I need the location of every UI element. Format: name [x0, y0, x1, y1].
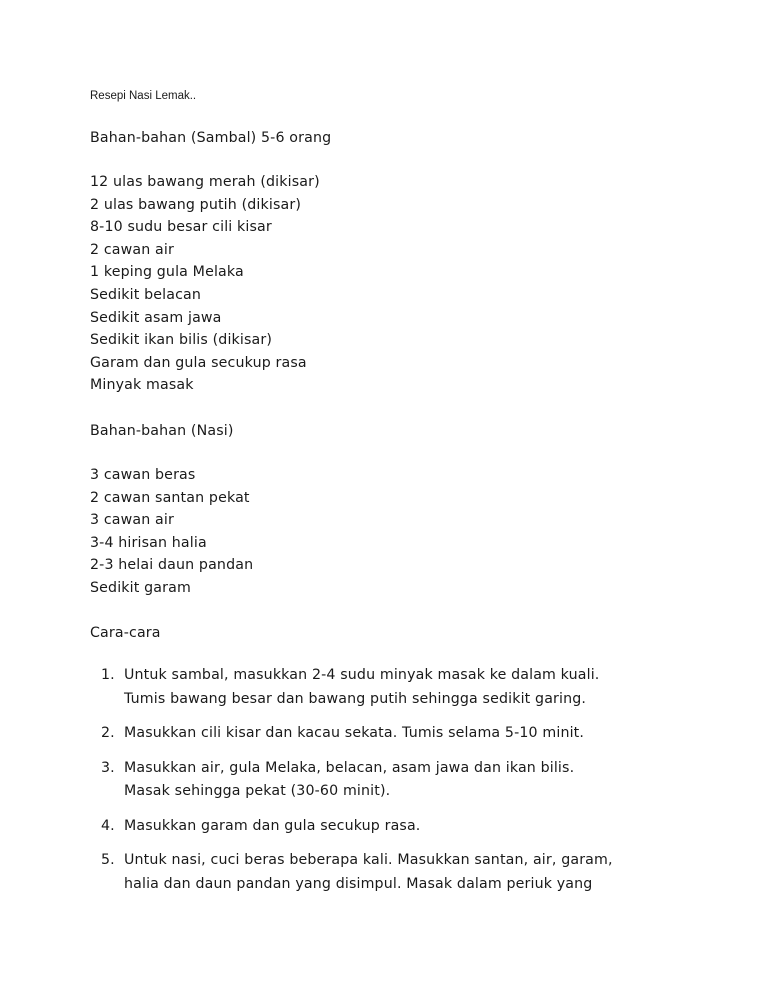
nasi-ingredient: 3 cawan beras — [90, 467, 196, 483]
step-text: Masukkan garam dan gula secukup rasa. — [124, 817, 421, 834]
method-step — [90, 664, 690, 711]
step-text: Untuk sambal, masukkan 2-4 sudu minyak masak ke dalam kuali. Tumis bawang besar dan bawang putih sehingga sedikit garing. — [124, 667, 600, 707]
step-number: 1. — [101, 667, 115, 683]
step-number: 4. — [101, 817, 115, 834]
step-text: Untuk nasi, cuci beras beberapa kali. Masukkan santan, air, garam, halia dan daun pandan yang disimpul. Masak dalam periuk yang — [124, 852, 613, 892]
sambal-ingredient: 8-10 sudu besar cili kisar — [90, 219, 272, 236]
method-step — [90, 849, 690, 896]
step-text: Masukkan air, gula Melaka, belacan, asam jawa dan ikan bilis. Masak sehingga pekat (30-60 minit). — [124, 759, 575, 799]
sambal-ingredient: 2 ulas bawang putih (dikisar) — [90, 196, 302, 213]
sambal-ingredient: Minyak masak — [90, 377, 194, 394]
step-number: 3. — [101, 759, 115, 776]
sambal-ingredient: 2 cawan air — [90, 241, 174, 258]
sambal-heading: Bahan-bahan (Sambal) 5-6 orang — [90, 130, 332, 146]
nasi-ingredient: 3-4 hirisan halia — [90, 534, 207, 551]
step-text: Masukkan cili kisar dan kacau sekata. Tumis selama 5-10 minit. — [124, 725, 585, 741]
method-step-list — [90, 664, 690, 907]
nasi-ingredient: 2-3 helai daun pandan — [90, 557, 254, 574]
step-number: 2. — [101, 725, 115, 741]
step-number: 5. — [101, 852, 115, 868]
sambal-ingredient: Sedikit belacan — [90, 286, 202, 303]
sambal-ingredient-list — [90, 171, 320, 397]
nasi-ingredient: 3 cawan air — [90, 512, 174, 529]
sambal-ingredient: Garam dan gula secukup rasa — [90, 354, 307, 371]
sambal-ingredient: Sedikit asam jawa — [90, 309, 222, 326]
nasi-ingredient: 2 cawan santan pekat — [90, 489, 250, 506]
document-title: Resepi Nasi Lemak.. — [90, 90, 197, 102]
sambal-ingredient: 1 keping gula Melaka — [90, 264, 244, 281]
nasi-ingredient: Sedikit garam — [90, 579, 191, 596]
method-step — [90, 815, 690, 839]
sambal-ingredient: 12 ulas bawang merah (dikisar) — [90, 174, 320, 190]
sambal-ingredient: Sedikit ikan bilis (dikisar) — [90, 332, 273, 349]
method-step — [90, 757, 690, 804]
method-heading: Cara-cara — [90, 625, 161, 641]
method-step — [90, 722, 690, 746]
nasi-heading: Bahan-bahan (Nasi) — [90, 423, 234, 439]
nasi-ingredient-list — [90, 464, 253, 600]
